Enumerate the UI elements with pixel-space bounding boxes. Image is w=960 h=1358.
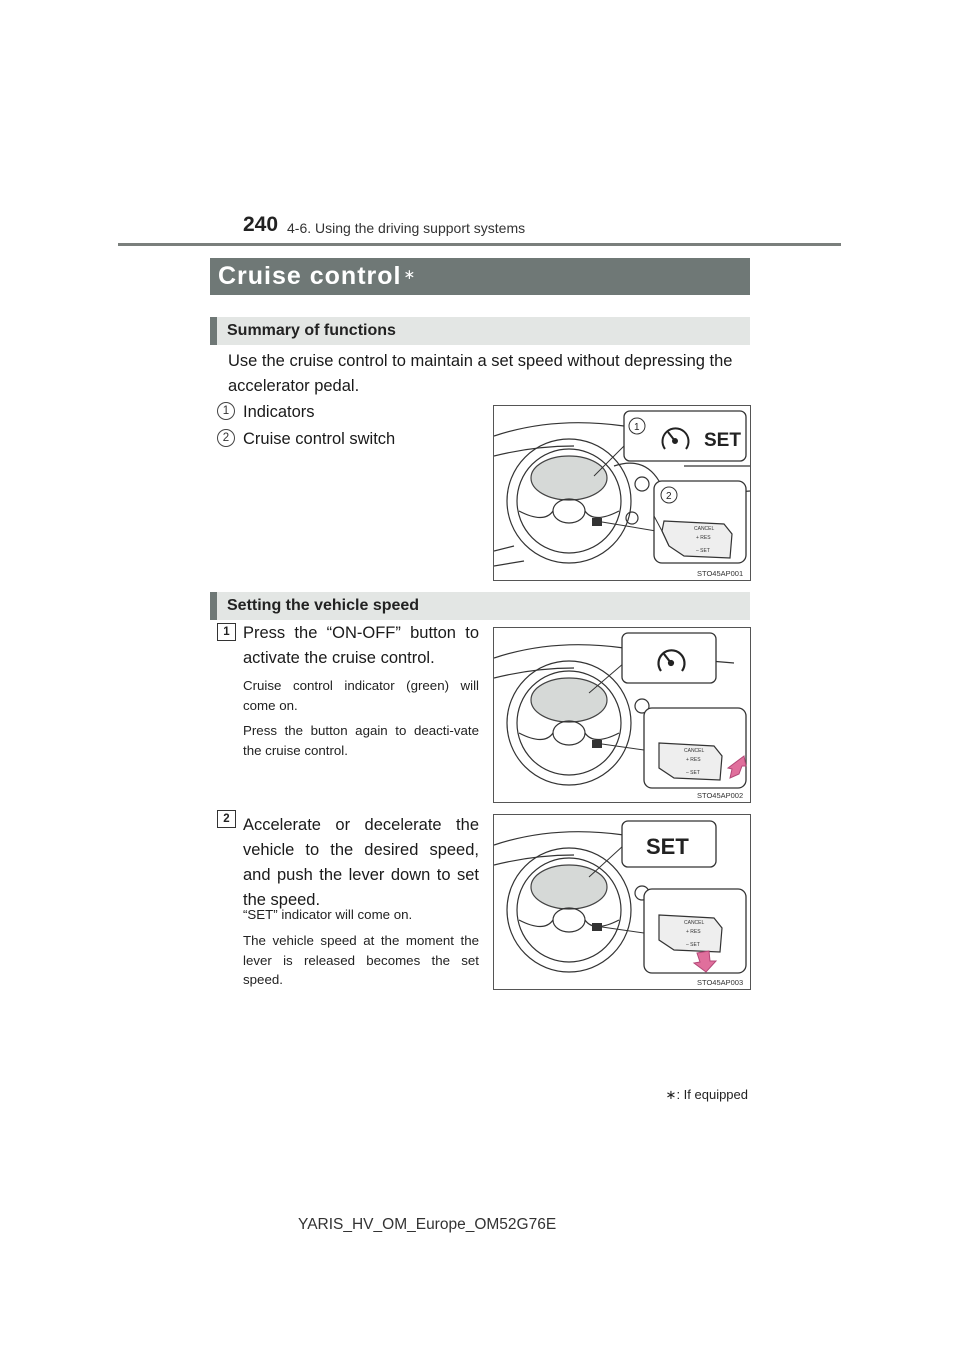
- callout-2: 2: [666, 491, 672, 502]
- cruise-lever-illustration: [659, 915, 722, 952]
- header-divider: [118, 243, 841, 246]
- item-number-2: 2: [217, 429, 235, 447]
- cruise-lever-illustration: [659, 743, 722, 780]
- item-label-indicators: Indicators: [243, 403, 315, 421]
- svg-text:CANCEL: CANCEL: [684, 920, 705, 926]
- section-reference: 4-6. Using the driving support systems: [287, 220, 526, 236]
- step-1-text: Press the “ON-OFF” button to activate the cruise control.: [243, 624, 479, 667]
- step-2-note-1: “SET” indicator will come on.: [243, 907, 413, 922]
- svg-text:+ RES: + RES: [696, 535, 711, 541]
- title-marker: ∗: [403, 266, 417, 282]
- set-indicator-text: SET: [646, 834, 689, 859]
- svg-text:– SET: – SET: [686, 942, 700, 948]
- step-1-note-2: Press the button again to deacti-vate the cruise control.: [243, 723, 479, 758]
- step-2-text: Accelerate or decelerate the vehicle to the desired speed, and push the lever down to set the speed.: [243, 816, 479, 909]
- svg-text:CANCEL: CANCEL: [694, 526, 715, 532]
- figure-summary: [493, 405, 751, 581]
- svg-text:– SET: – SET: [686, 770, 700, 776]
- setting-heading: Setting the vehicle speed: [210, 592, 750, 620]
- set-indicator-text: SET: [704, 430, 741, 451]
- summary-heading: Summary of functions: [210, 317, 750, 345]
- page-number: 240: [243, 213, 279, 236]
- step-number-1: 1: [217, 623, 236, 641]
- item-label-switch: Cruise control switch: [243, 430, 396, 448]
- figure-code: STO45AP001: [697, 569, 744, 578]
- figure-step-2: [493, 814, 751, 990]
- step-1-note-1: Cruise control indicator (green) will come on.: [243, 678, 479, 713]
- svg-text:CANCEL: CANCEL: [684, 748, 705, 754]
- figure-code: STO45AP003: [697, 978, 744, 987]
- document-code: YARIS_HV_OM_Europe_OM52G76E: [298, 1216, 557, 1233]
- summary-intro: Use the cruise control to maintain a set speed without depressing the accelerator pedal.: [228, 352, 733, 395]
- figure-code: STO45AP002: [697, 791, 744, 800]
- title-text: Cruise control: [218, 262, 402, 290]
- callout-1: 1: [634, 422, 640, 433]
- svg-text:– SET: – SET: [696, 548, 710, 554]
- figure-step-1: [493, 627, 751, 803]
- footnote: ∗: If equipped: [665, 1087, 748, 1102]
- svg-text:+ RES: + RES: [686, 929, 701, 935]
- step-number-2: 2: [217, 810, 236, 828]
- svg-text:+ RES: + RES: [686, 757, 701, 763]
- page-title: [210, 258, 750, 295]
- step-2-note-2: The vehicle speed at the moment the lever is released becomes the set speed.: [243, 933, 479, 987]
- item-number-1: 1: [217, 402, 235, 420]
